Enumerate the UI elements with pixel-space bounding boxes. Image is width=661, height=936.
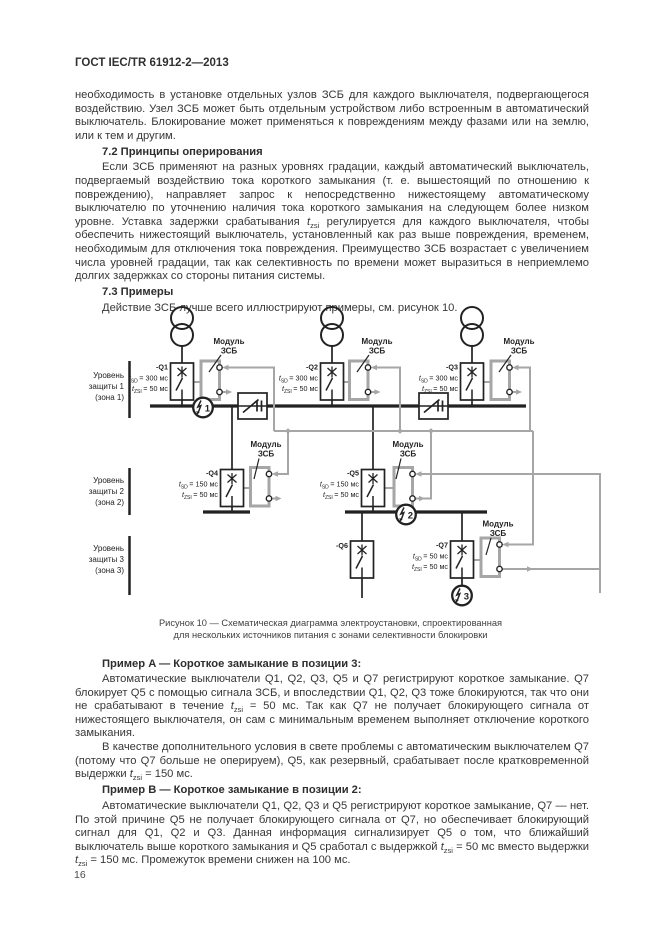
section-heading: 7.3 Примеры	[102, 286, 174, 299]
bus-tie-switch-1	[238, 393, 267, 419]
svg-text:tSD= 150 мс: $t_{SD} = 150$ мс	[178, 479, 218, 491]
svg-text:Модуль: Модуль	[213, 337, 245, 346]
document-header: ГОСТ IEC/TR 61912-2—2013	[75, 57, 229, 69]
figure-caption-line2: для нескольких источников питания с зонами селективности блокировки	[173, 629, 488, 640]
svg-text:ЗСБ: ЗСБ	[399, 449, 417, 459]
breaker-q3-labels	[419, 363, 459, 395]
paragraph: Действие ЗСБ лучше всего иллюстрируют примеры, см. рисунок 10.	[102, 301, 458, 314]
svg-text:(зона 2): (зона 2)	[95, 498, 124, 507]
svg-text:-Q5: -Q5	[347, 468, 359, 478]
paragraph: Автоматические выключатели Q1, Q2, Q3 и Q5 регистрируют короткое замыкание, Q7 — нет. По этой причине Q5 не получает блокирующего сигнала от Q7, но обеспечивает блокирующий сигнал для Q1, Q2 и Q3. Данная информация сигнализирует Q5 о том, что ближайший выключатель выше короткого замыкания и Q5 сработал с выдержкой $t_{zsi} = 50$ мс вместо выдержки $t_{zsi} = 150$ мс. Промежуток времени снижен на 100 мс.	[75, 799, 589, 869]
breaker-q7	[451, 541, 474, 578]
breaker-q7-labels	[412, 541, 448, 573]
svg-text:tZSI= 50 мс: $t_{ZSI} = 50$ мс	[181, 490, 218, 501]
svg-text:2: 2	[407, 510, 414, 522]
breaker-q3	[461, 363, 484, 400]
breaker-q5	[362, 470, 385, 507]
paragraph: В качестве дополнительного условия в свете проблемы с автоматическим выключателем Q7 (потому что Q7 больше не оперируем), Q5, как резервный, срабатывает после кратковременной выдержки $t_{zsi} = 150$ мс.	[75, 741, 589, 783]
breaker-q2-labels	[279, 363, 319, 395]
svg-text:tSD= 300 мс: $t_{SD} = 300$ мс	[128, 373, 168, 385]
section-heading: Пример B — Короткое замыкание в позиции 2:	[102, 784, 362, 797]
svg-text:ЗСБ: ЗСБ	[220, 346, 238, 356]
svg-text:tZSI= 50 мс: $t_{ZSI} = 50$ мс	[131, 384, 168, 395]
svg-text:tSD= 300 мс: $t_{SD} = 300$ мс	[418, 373, 458, 385]
zone-label-3	[89, 544, 125, 575]
paragraph: Если ЗСБ применяют на разных уровнях градации, каждый автоматический выключатель, подвергаемый воздействию тока короткого замыкания (т. е. вышестоящий по отношению к повреждению), направляет запрос к непосредственно нижестоящему автоматическому выключателю по уточнению наличия тока короткого замыкания на следующем более низком уровне. Уставка задержки срабатывания $t_{zsi}$ регулируется для каждого выключателя, чтобы обеспечить нижестоящий выключатель, установленный как раз выше повреждения, временем, необходимым для отключения тока повреждения. Преимущество ЗСБ возрастает с увеличением числа уровней градации, так как селективность по времени может выразиться в неприемлемо долгих задержках со стороны питания системы.	[75, 161, 589, 283]
section-heading: 7.2 Принципы оперирования	[102, 145, 263, 158]
text-block-top	[75, 89, 589, 316]
breaker-q5-labels	[320, 469, 360, 501]
fault-marker-2	[396, 505, 416, 525]
breaker-q4-labels	[179, 469, 219, 501]
transformer-icon-3	[461, 307, 483, 363]
svg-text:Уровень: Уровень	[93, 476, 124, 485]
svg-text:(зона 3): (зона 3)	[95, 566, 124, 575]
zone-label-2	[89, 476, 125, 507]
svg-text:Модуль: Модуль	[392, 440, 424, 449]
fault-marker-1	[193, 398, 213, 418]
page-number: 16	[74, 869, 86, 881]
zsi-module-q4	[251, 468, 272, 507]
svg-text:-Q3: -Q3	[446, 362, 458, 372]
svg-text:Уровень: Уровень	[93, 371, 124, 380]
svg-text:защиты 1: защиты 1	[88, 382, 124, 391]
svg-text:-Q6: -Q6	[336, 541, 348, 550]
zsi-module-q3	[491, 361, 512, 400]
svg-text:Модуль: Модуль	[482, 519, 514, 529]
svg-text:tZSI= 50 мс: $t_{ZSI} = 50$ мс	[281, 384, 318, 395]
breaker-q1-labels	[129, 363, 169, 395]
svg-text:ЗСБ: ЗСБ	[510, 346, 528, 356]
svg-text:-Q4: -Q4	[206, 468, 218, 478]
svg-text:tZSI= 50 мс: $t_{ZSI} = 50$ мс	[411, 562, 448, 573]
breaker-q2	[321, 363, 344, 400]
svg-text:защиты 2: защиты 2	[88, 487, 124, 496]
transformer-icon-2	[321, 307, 343, 363]
svg-text:tSD= 150 мс: $t_{SD} = 150$ мс	[319, 479, 359, 491]
svg-text:ЗСБ: ЗСБ	[489, 529, 507, 538]
svg-text:tSD= 50 мс: $t_{SD} = 50$ мс	[412, 551, 448, 563]
breaker-q6	[351, 541, 374, 578]
svg-text:Уровень: Уровень	[93, 544, 124, 553]
svg-text:3: 3	[463, 591, 470, 603]
figure-caption-line1: Рисунок 10 — Схематическая диаграмма электроустановки, спроектированная	[158, 618, 503, 628]
svg-text:-Q1: -Q1	[156, 362, 168, 372]
fault-marker-3	[452, 586, 472, 606]
paragraph: Автоматические выключатели Q1, Q2, Q3, Q5 и Q7 регистрируют короткое замыкание. Q7 блокирует Q5 с помощью сигнала ЗСБ, и впоследствии Q1, Q2, Q3 тоже блокируются, так что они не срабатывают в течение $t_{zsi} = 50$ мс. Так как Q7 не получает блокирующего сигнала от нижестоящего выключателя, он сам с минимальным временем выполняет отключение короткого замыкания.	[75, 673, 589, 740]
text-block-examples	[75, 655, 589, 868]
breaker-q6-labels	[336, 541, 348, 550]
svg-text:ЗСБ: ЗСБ	[368, 346, 386, 356]
zsi-module-q7	[481, 538, 502, 577]
svg-text:ЗСБ: ЗСБ	[257, 449, 275, 459]
svg-text:Модуль: Модуль	[250, 440, 282, 449]
svg-text:1: 1	[204, 403, 211, 415]
svg-text:tZSI= 50 мс: $t_{ZSI} = 50$ мс	[421, 384, 458, 395]
svg-text:(зона 1): (зона 1)	[95, 393, 124, 402]
zsi-module-q1	[201, 361, 222, 400]
section-heading: Пример A — Короткое замыкание в позиции 3:	[102, 657, 362, 670]
breaker-q1	[171, 363, 194, 400]
svg-text:защиты 3: защиты 3	[88, 555, 124, 564]
transformer-icon-1	[171, 307, 193, 363]
breaker-q4	[221, 470, 244, 507]
zone-label-1	[89, 371, 125, 402]
svg-text:tSD= 300 мс: $t_{SD} = 300$ мс	[278, 373, 318, 385]
figure-10-diagram	[60, 303, 660, 615]
svg-text:Модуль: Модуль	[361, 337, 393, 346]
figure-caption	[0, 618, 661, 642]
svg-text:tZSI= 50 мс: $t_{ZSI} = 50$ мс	[322, 490, 359, 501]
svg-text:-Q2: -Q2	[306, 362, 318, 372]
svg-text:-Q7: -Q7	[436, 540, 448, 550]
svg-text:Модуль: Модуль	[503, 337, 535, 346]
paragraph: необходимость в установке отдельных узлов ЗСБ для каждого выключателя, подвергающегося воздействию. Узел ЗСБ может быть отдельным устройством либо встроенным в автоматический выключатель. Блокирование может применяться к повреждениям между фазами или на землю, или к тем и другим.	[75, 89, 589, 142]
bus-tie-switch-2	[419, 393, 448, 419]
